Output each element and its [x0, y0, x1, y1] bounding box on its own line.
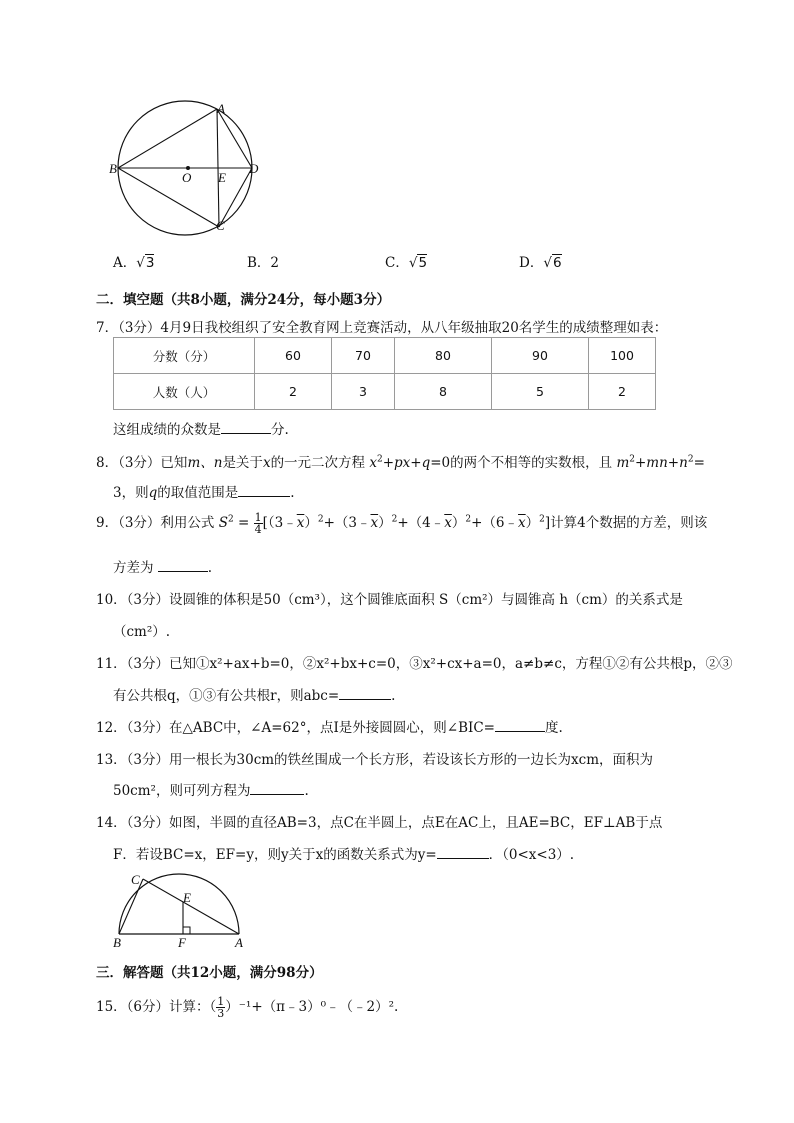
point-label-c: C — [131, 872, 140, 887]
point-label-a: A — [217, 101, 225, 116]
point-label-c: C — [216, 218, 225, 233]
table-header: 分数（分） — [114, 338, 255, 374]
fraction: $\frac{1}{4}$ — [254, 511, 262, 536]
table-cell: 2 — [255, 374, 332, 410]
chord-ca — [143, 879, 239, 934]
sqrt-icon: √3 — [136, 255, 155, 271]
table-cell: 80 — [395, 338, 492, 374]
q10-line1: 10．（3分）设圆锥的体积是50（cm³），这个圆锥底面积 S（cm²）与圆锥高 h（cm）的关系式是 — [96, 592, 683, 608]
q9-line1: 9．（3分）利用公式 $S^2$ = $\frac{1}{4}$ $[(3﹣\overline{x})^2+(3﹣\overline{x})^2+(4﹣\overline{x})^2+(6﹣\overline{x})^2]$计算4个数据的方差，则该 — [96, 511, 708, 536]
table-cell: 8 — [395, 374, 492, 410]
point-label-o: O — [182, 170, 192, 185]
table-cell: 5 — [492, 374, 589, 410]
point-label-a: A — [235, 935, 243, 950]
q10-line2: （cm²）. — [113, 624, 171, 640]
q7-text: 7．（3分）4月9日我校组织了安全教育网上竞赛活动，从八年级抽取20名学生的成绩整理如表： — [96, 320, 668, 336]
point-label-f: F — [178, 935, 186, 950]
option-c[interactable]: C．√5 — [385, 255, 428, 271]
option-a[interactable]: A．√3 — [113, 255, 155, 271]
q14-line2: F．若设BC=x，EF=y，则y关于x的函数关系式为y= ．（0<x<3）. — [113, 843, 574, 863]
point-label-e: E — [218, 170, 226, 185]
sqrt-icon: √6 — [543, 255, 562, 271]
sqrt-icon: √5 — [408, 255, 428, 271]
q8-line1: 8．（3分）已知m、n是关于x的一元二次方程 $x^2+px+q=0$的两个不相等的实数根，且 $m^2+mn+n^2=$ — [96, 454, 705, 471]
right-angle-mark — [183, 927, 190, 934]
q7-answer-line: 这组成绩的众数是 分. — [113, 418, 289, 438]
point-label-e: E — [183, 890, 191, 905]
q11-line2: 有公共根q，①③有公共根r，则abc= . — [113, 684, 395, 704]
q13-line1: 13．（3分）用一根长为30cm的铁丝围成一个长方形，若设该长方形的一边长为xcm，面积为 — [96, 752, 654, 768]
section-2-title: 二．填空题（共8小题，满分24分，每小题3分） — [96, 292, 391, 308]
fraction: $\frac{1}{3}$ — [217, 995, 225, 1020]
q9-line2: 方差为 . — [113, 556, 212, 576]
table-cell: 70 — [332, 338, 395, 374]
option-b[interactable]: B．2 — [247, 255, 280, 271]
section-3-title: 三．解答题（共12小题，满分98分） — [96, 965, 323, 981]
q13-line2: 50cm²，则可列方程为 . — [113, 779, 309, 799]
table-cell: 90 — [492, 338, 589, 374]
q8-line2: 3，则q的取值范围是 . — [113, 481, 295, 501]
q11-line1: 11．（3分）已知①x²+ax+b=0，②x²+bx+c=0，③x²+cx+a=0，a≠b≠c，方程①②有公共根p，②③ — [96, 656, 733, 672]
table-cell: 3 — [332, 374, 395, 410]
point-label-b: B — [113, 935, 121, 950]
point-label-b: B — [109, 161, 117, 176]
option-d[interactable]: D．√6 — [519, 255, 562, 271]
q14-line1: 14．（3分）如图，半圆的直径AB=3，点C在半圆上，点E在AC上，且AE=BC，EF⊥AB于点 — [96, 815, 663, 831]
table-cell: 60 — [255, 338, 332, 374]
table-cell: 100 — [589, 338, 656, 374]
point-label-d: D — [249, 161, 259, 176]
q15-line: 15．（6分）计算：（ $\frac{1}{3}$ ）⁻¹+（π﹣3）⁰﹣（﹣2）². — [96, 995, 399, 1020]
table-cell: 2 — [589, 374, 656, 410]
q12-line: 12．（3分）在△ABC中，∠A=62°，点I是外接圆圆心，则∠BIC= 度. — [96, 716, 563, 736]
table-header: 人数（人） — [114, 374, 255, 410]
